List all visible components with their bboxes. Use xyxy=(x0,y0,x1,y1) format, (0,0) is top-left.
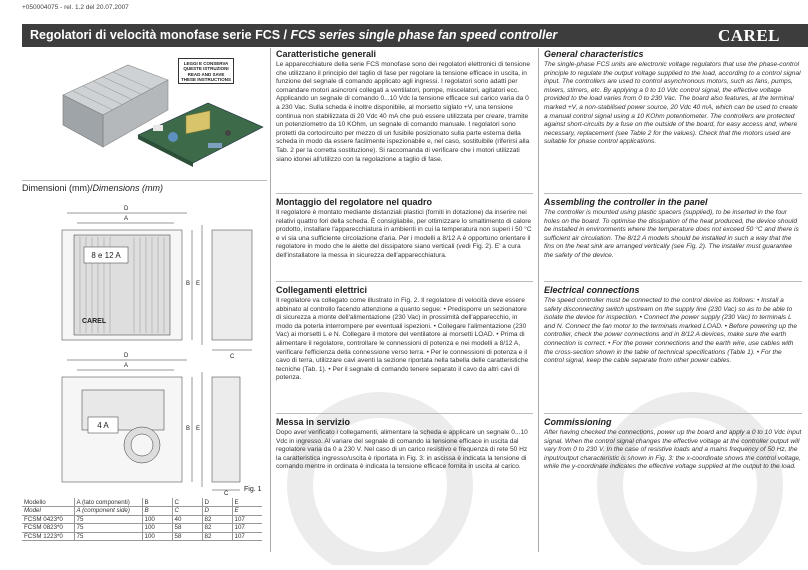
notice-line: LEGGI E CONSERVA xyxy=(183,61,229,66)
table-cell: 75 xyxy=(74,532,142,541)
title-bar xyxy=(22,24,808,47)
section-text: The speed controller must be connected to the control device as follows: • Install a safety disconnecting switch upstream on the supply line (230 Vac) so as to be able to isolate the device for inspection. • Connect the power supply (230 Vac) to terminals L and N. Connect the fan motor to the terminals marked LOAD. • Before powering up the controller, check the power connections and in 8/12 A devices, make sure the earth connection is correct. • For the power connections and the earth wire, use cables with the cross-section shown in the table of technical specifications (Table 1). • For the control signal, keep the cable separate from other power cables. xyxy=(544,297,798,365)
table-cell: FCSM 0823*0 xyxy=(22,524,74,533)
table-header-cell: Modello xyxy=(22,498,74,507)
section-divider xyxy=(276,413,533,414)
notice-line: QUESTE ISTRUZIONI xyxy=(183,66,229,72)
table-cell: 100 xyxy=(142,515,172,524)
section-heading: Electrical connections xyxy=(544,285,640,295)
section-heading: Collegamenti elettrici xyxy=(276,285,368,295)
table-cell: 107 xyxy=(232,532,262,541)
table-header-cell: C xyxy=(172,507,202,516)
table-header-cell: A (component side) xyxy=(74,507,142,516)
section-divider xyxy=(544,413,802,414)
label-8-12a: 8 e 12 A xyxy=(91,251,121,260)
dim-label: D xyxy=(124,353,129,359)
section-text: Le apparecchiature della serie FCS monofase sono dei regolatori elettronici di tensione che utilizzano il principio del taglio di fase per regolare la tensione efficace in uscita, in funzione del segnale di comando applicato agli ingressi. I regolatori sono adatti per comandare motori asincroni collegati a ventilatori, pompe, miscelatori, agitatori ecc. Applicando un segnale di comando 0...10 Vdc la tensione efficace sul carico varia da 0 a 230 Vac. Sulla scheda è inoltre disponibile, al morsetto siglato +V, una tensione continua non stabilizzata di 20 Vdc 40 mA che può essere utilizzata per creare, tramite un potenziometro da 10 KOhm, un segnale di comando manuale. I regolatori sono protetti da cortocircuito per mezzo di un fusibile posizionato sulla parte esterna della scheda in modo da essere facilmente ispezionabile e, nel caso, sostituibile (riferirsi alla Tab. 2 per la corretta sostituzione). Si raccomanda di verificare che i motori utilizzati siano idonei all'utilizzo con la regolazione a taglio di fase. xyxy=(276,61,531,163)
table-cell: 40 xyxy=(172,515,202,524)
drawing-brand-label: CAREL xyxy=(82,318,107,325)
table-header-cell: C xyxy=(172,498,202,507)
section-divider xyxy=(22,180,267,181)
table-cell: 75 xyxy=(74,515,142,524)
en-section-mounting xyxy=(544,197,802,261)
table-cell: 82 xyxy=(202,524,232,533)
dim-label: E xyxy=(196,426,201,432)
table-header-cell: B xyxy=(142,498,172,507)
section-heading: Montaggio del regolatore nel quadro xyxy=(276,197,433,207)
label-4a: 4 A xyxy=(97,421,109,430)
section-heading: Messa in servizio xyxy=(276,417,351,427)
column-divider xyxy=(538,48,539,552)
dim-label: A xyxy=(124,216,129,222)
dim-label: A xyxy=(124,363,129,369)
table-row xyxy=(22,524,262,533)
section-heading: Commissioning xyxy=(544,417,612,427)
table-header-row xyxy=(22,507,262,516)
section-divider xyxy=(544,281,802,282)
it-section-mounting xyxy=(276,197,533,261)
section-divider xyxy=(276,281,533,282)
dimension-drawing xyxy=(22,195,267,495)
table-header-cell: E xyxy=(232,498,262,507)
dim-label: C xyxy=(224,491,229,495)
product-photo xyxy=(58,55,268,175)
it-section-general xyxy=(276,49,533,164)
table-cell: FCSM 0423*0 xyxy=(22,515,74,524)
table-row xyxy=(22,515,262,524)
section-divider xyxy=(544,193,802,194)
table-header-cell: D xyxy=(202,498,232,507)
table-header-cell: B xyxy=(142,507,172,516)
table-cell: 58 xyxy=(172,524,202,533)
table-row xyxy=(22,532,262,541)
table-cell: 107 xyxy=(232,524,262,533)
table-header-cell: D xyxy=(202,507,232,516)
table-cell: FCSM 1223*0 xyxy=(22,532,74,541)
notice-line: THESE INSTRUCTIONS xyxy=(180,77,231,83)
section-text: Il regolatore è montato mediante distanziali plastici (forniti in dotazione) da inserire nei relativi quattro fori della scheda. È consigliabile, per ottimizzare lo smaltimento di calore prodotto, installare l'apparecchiatura in ambienti in cui la temperatura non superi i 50 °C e vi sia una sufficiente circolazione d'aria. Per i modelli a 8/12 A è opportuno orientare il regolatore in modo che le alette del dissipatore siano verticali (vedi Fig. 2). E' a cura dell'installatore la messa in sicurezza dell'apparecchiatura. xyxy=(276,209,532,259)
table-header-cell: A (lato componenti) xyxy=(74,498,142,507)
table-cell: 75 xyxy=(74,524,142,533)
table-cell: 82 xyxy=(202,532,232,541)
it-section-electrical xyxy=(276,285,533,383)
page-title: Regolatori di velocità monofase serie FCS / FCS series single phase fan speed controller xyxy=(30,28,558,42)
section-text: The single-phase FCS units are electronic voltage regulators that use the phase-control principle to regulate the output voltage supplied to the load, according to a control signal input. The controllers are used to control asynchronous motors, such as fans, pumps, mixers, stirrers, etc. By applying a 0 to 10 Vdc control signal, the effective voltage provided to the load varies from 0 to 230 Vac. The board also features, at the terminal marked +V, a non-stabilised power source, 20 Vdc 40 mA, which can be used to create a manual control signal using a 10 KOhm potentiometer. The controllers are protected against short-circuits by a fuse on the outside of the board, for easy access and, where necessary, replacement (see Table 2 for the values). Check that the motors used are suitable for phase control applications. xyxy=(544,61,801,146)
section-divider xyxy=(276,193,533,194)
section-heading: General characteristics xyxy=(544,49,644,59)
section-text: Dopo aver verificato i collegamenti, alimentare la scheda e applicare un segnale 0...10 Vdc in ingresso. Al variare del segnale di comando la tensione efficace in uscita dal regolatore varia da 0 a 230 V. Nel caso di un carico resistivo e frequenza di rete 50 Hz la caratteristica ingresso/uscita è riportata in Fig. 3: in ascissa è indicata la tensione di comando mentre in ordinata è indicata la tensione efficace fornita in uscita al carico. xyxy=(276,429,528,471)
section-text: After having checked the connections, power up the board and apply a 0 to 10 Vdc input signal. When the control signal changes the effective voltage at the controller output will vary from 0 to 230 V. In the case of resistive loads and a mains frequency of 50 Hz, the input/output characteristic is shown in Fig. 3: the x-coordinate shows the control voltage, while the y-coordinate indicates the effective voltage supplied at the output to the load. xyxy=(544,429,802,471)
table-cell: 58 xyxy=(172,532,202,541)
section-text: Il regolatore va collegato come illustrato in Fig. 2. Il regolatore di velocità deve essere abbinato al controllo facendo attenzione a quanto segue: • Predisporre un sezionatore di sicurezza a monte dell'alimentazione (230 Vac) in prossimità dell'apparecchio, in modo da poterla interrompere per eventuali ispezioni. • Collegare l'alimentazione (230 Vac) ai morsetti L e N. Collegare il motore del ventilatore ai morsetti LOAD. • Prima di alimentare il regolatore, controllare le connessioni di potenza e nei modelli a 8/12 A, verificare l'efficienza della connessione verso terra. • Per le connessioni di potenza e il cavo di terra, utilizzare cavi aventi la sezione riportata nella tabella delle caratteristiche tecniche (Tab. 1). • Per il segnale di comando tenere separato il cavo da altri cavi di potenza. xyxy=(276,297,529,382)
dim-label: D xyxy=(124,206,129,212)
figure-label: Fig. 1 xyxy=(244,486,262,493)
dim-label: B xyxy=(186,281,191,287)
read-instructions-notice xyxy=(178,58,234,84)
table-cell: 82 xyxy=(202,515,232,524)
notice-line: READ AND SAVE xyxy=(187,71,225,77)
document-reference: +050004075 - rel. 1.2 del 20.07.2007 xyxy=(22,4,129,11)
en-section-electrical xyxy=(544,285,802,366)
table-header-row xyxy=(22,498,262,507)
dimensions-table xyxy=(22,498,262,541)
column-divider xyxy=(270,48,271,552)
dim-label: E xyxy=(196,281,201,287)
dim-label: B xyxy=(186,426,191,432)
table-cell: 107 xyxy=(232,515,262,524)
section-text: The controller is mounted using plastic spacers (supplied), to be inserted in the four holes on the board. To optimise the dissipation of the heat produced, the device should be installed in environments where the temperature does not exceed 50 °C and there is sufficient air circulation. The 8/12 A models should be installed in such a way that the fins on the heat sink are arranged vertically (see Fig. 2). The installer must guarantee the safety of the device. xyxy=(544,209,799,259)
table-header-cell: Model xyxy=(22,507,74,516)
section-heading: Assembling the controller in the panel xyxy=(544,197,708,207)
en-section-commissioning xyxy=(544,417,802,472)
it-section-commissioning xyxy=(276,417,533,472)
carel-logo: CAREL xyxy=(717,26,780,45)
section-heading: Caratteristiche generali xyxy=(276,49,377,59)
en-section-general xyxy=(544,49,802,147)
table-header-cell: E xyxy=(232,507,262,516)
dim-label: C xyxy=(230,354,235,360)
table-cell: 100 xyxy=(142,524,172,533)
dimensions-title: Dimensioni (mm)/Dimensions (mm) xyxy=(22,183,164,193)
table-cell: 100 xyxy=(142,532,172,541)
